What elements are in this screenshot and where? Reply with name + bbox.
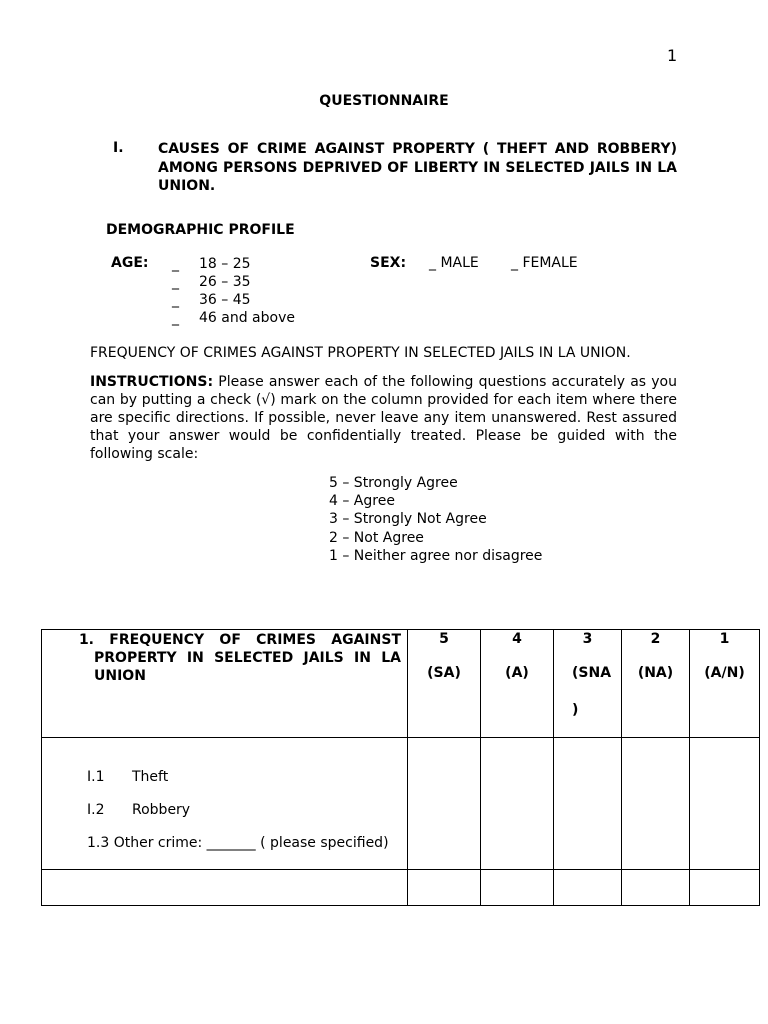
table-row <box>42 870 760 906</box>
age-option-blank: _ <box>172 274 179 290</box>
scale-item: 5 – Strongly Agree <box>329 475 458 491</box>
question-text <box>94 631 401 685</box>
list-item <box>87 802 190 818</box>
scale-item: 4 – Agree <box>329 493 395 510</box>
rating-cell[interactable] <box>408 870 481 906</box>
scale-header-number: 1 <box>719 631 730 647</box>
demographic-heading: DEMOGRAPHIC PROFILE <box>106 222 295 238</box>
items-cell <box>42 738 408 870</box>
question-text-label: FREQUENCY OF CRIMES AGAINST PROPERTY IN SELECTED JAILS IN LA UNION <box>94 632 401 684</box>
scale-header-cell <box>408 630 481 738</box>
item-code: I.1 <box>87 769 105 785</box>
scale-header-label: (SA) <box>427 665 461 681</box>
scale-header-label: (NA) <box>637 665 674 681</box>
table-row <box>42 738 760 870</box>
rating-cell[interactable] <box>408 738 481 870</box>
age-option-blank: _ <box>172 256 179 272</box>
age-options <box>172 255 295 327</box>
frequency-heading: FREQUENCY OF CRIMES AGAINST PROPERTY IN SELECTED JAILS IN LA UNION. <box>90 345 631 361</box>
section-number: I. <box>113 140 124 156</box>
scale-header-number: 3 <box>582 631 593 647</box>
scale-header-label: (A/N) <box>704 665 745 681</box>
item-label: Robbery <box>132 802 191 818</box>
sex-option-male[interactable]: _ MALE <box>429 255 479 271</box>
table-header-row <box>42 630 760 738</box>
list-item <box>87 769 168 785</box>
age-option-label: 26 – 35 <box>199 274 251 290</box>
sex-option-female[interactable]: _ FEMALE <box>511 255 578 271</box>
age-option-label: 36 – 45 <box>199 292 251 308</box>
blank-cell[interactable] <box>42 870 408 906</box>
scale-header-number: 5 <box>439 631 449 647</box>
age-option[interactable] <box>172 291 295 309</box>
age-option-label: 46 and above <box>199 310 295 326</box>
scale-header-number: 2 <box>650 631 661 647</box>
rating-cell[interactable] <box>690 870 760 906</box>
rating-cell[interactable] <box>622 738 690 870</box>
age-option-blank: _ <box>172 292 179 308</box>
item-label: 1.3 Other crime: _______ ( please specified) <box>87 835 389 851</box>
scale-item: 2 – Not Agree <box>329 529 424 546</box>
scale-header-label: (A) <box>505 665 529 681</box>
instructions-text: Please answer each of the following questions accurately as you can by putting a check (√) mark on the column provided for each item where there are specific directions. If possible, never leave any item unanswered. Rest assured that your answer would be confidentially treated. Please be guided with the following scale: <box>90 374 677 463</box>
scale-header-number: 4 <box>512 631 522 647</box>
item-code: I.2 <box>87 802 105 818</box>
page-number: 1 <box>667 46 678 65</box>
rating-scale <box>329 474 542 565</box>
age-label: AGE: <box>111 255 149 271</box>
scale-header-label: (SNA ) <box>572 665 612 718</box>
instructions-paragraph <box>90 373 677 463</box>
rating-cell[interactable] <box>481 738 554 870</box>
survey-table <box>41 629 760 906</box>
age-option[interactable] <box>172 309 295 327</box>
scale-item: 1 – Neither agree nor disagree <box>329 547 543 564</box>
age-option-label: 18 – 25 <box>199 256 251 272</box>
sex-label: SEX: <box>370 255 407 271</box>
section-title: CAUSES OF CRIME AGAINST PROPERTY ( THEFT AND ROBBERY) AMONG PERSONS DEPRIVED OF LIBERTY IN SELECTED JAILS IN LA UNION. <box>158 141 677 194</box>
rating-cell[interactable] <box>622 870 690 906</box>
scale-header-cell <box>690 630 760 738</box>
rating-cell[interactable] <box>481 870 554 906</box>
document-title: QUESTIONNAIRE <box>319 93 449 109</box>
age-option[interactable] <box>172 255 295 273</box>
question-number: 1. <box>78 632 94 648</box>
scale-header-cell <box>481 630 554 738</box>
question-header-cell <box>42 630 408 738</box>
rating-cell[interactable] <box>554 870 622 906</box>
age-option-blank: _ <box>172 310 179 326</box>
scale-item: 3 – Strongly Not Agree <box>329 511 487 528</box>
list-item <box>87 835 389 851</box>
scale-header-cell <box>554 630 622 738</box>
instructions-label: INSTRUCTIONS: <box>90 374 214 390</box>
rating-cell[interactable] <box>554 738 622 870</box>
age-option[interactable] <box>172 273 295 291</box>
item-label: Theft <box>132 769 169 785</box>
scale-header-cell <box>622 630 690 738</box>
rating-cell[interactable] <box>690 738 760 870</box>
